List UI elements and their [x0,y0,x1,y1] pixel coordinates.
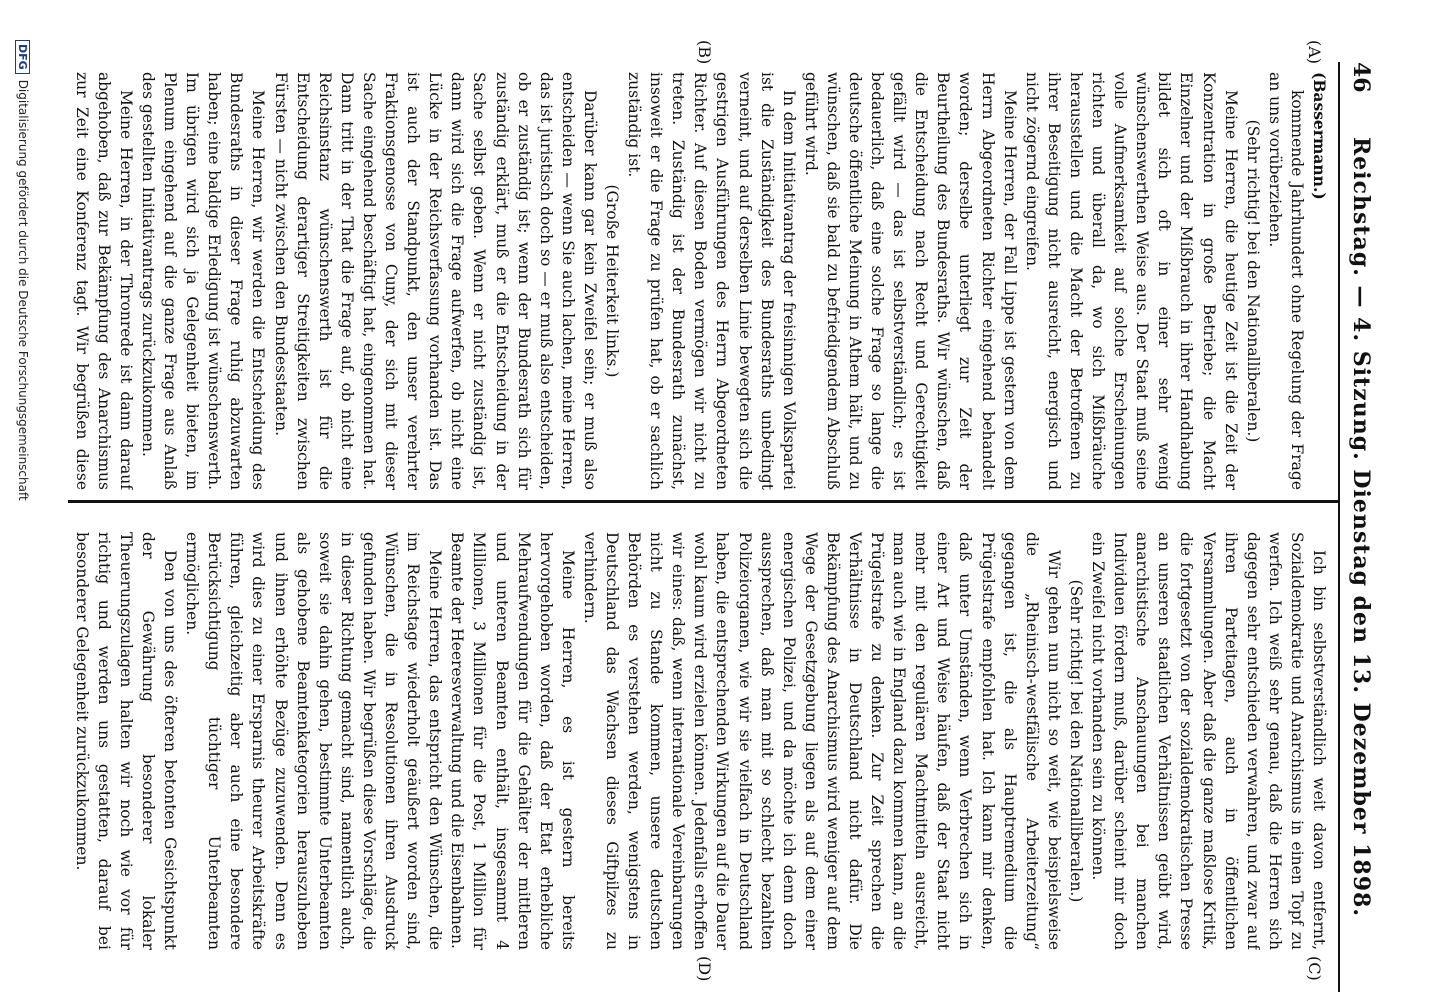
page-title: Reichstag. — 4. Sitzung. Dienstag den 13. Dezember 1898. [1348,136,1374,917]
paragraph: Wir gehen nun nicht so weit, wie beispielsweise die „Rheinisch-westfälische Arbeiterzeitung“ gegangen ist, die als Hauptremedium die Prügelstrafe empfohlen hat. Ich kann mir denken, daß unter Umständen, wenn Verbrechen sich in einer Art und Weise häufen, daß der Staat nicht mehr mit den regulären Machtmitteln ausreicht, man auch wie in England dazu kommen kann, an die Prügelstrafe zu denken. Zur Zeit sprechen die Verhältnisse in Deutschland nicht dafür. Die Bekämpfung des Anarchismus wird weniger auf dem Wege der Gesetzgebung liegen als auf dem einer energischen Polizei, und da möchte ich denn doch aussprechen, daß man mit so schlecht bezahlten Polizeiorganen, wie wir sie vielfach in Deutschland haben, die entsprechenden Wirkungen auf die Dauer wohl kaum wird erzielen können. Jedenfalls erhoffen wir eines: daß, wenn internationale Vereinbarungen nicht zu Stande kommen, unsere deutschen Behörden es verstehen werden, wenigstens in Deutschland das Wachsen dieses Giftpilzes zu verhindern. [580,532,1063,950]
paragraph: In dem Initiativantrag der freisinnigen Volkspartei ist die Zuständigkeit des Bundesraths unbedingt verneint, und auf derselben Linie bewegten sich die gestrigen Ausführungen des Herrn Abgeordneten Richter. Auf diesen Boden vermögen wir nicht zu treten. Zuständig ist der Bundesrath zunächst, insoweit er die Frage zu prüfen hat, ob er sachlich zuständig ist. [625,72,798,490]
interjection: (Sehr richtig! bei den Nationalliberalen.) [1066,579,1085,903]
right-column [70,532,1330,950]
margin-mark-b: (B) [695,40,714,65]
dfg-logo: DFG [15,40,30,74]
paragraph: Den von uns des öfteren betonten Gesichtspunkt der Gewährung besonderer lokaler Theuerungszulagen halten wir noch wie vor für richtig und werden uns gestatten, darauf bei besonderer Gelegenheit zurückzukommen. [72,532,180,950]
column-divider [68,500,1338,503]
speaker-name: (Bassermann.) [1310,72,1329,200]
paragraph: Meine Herren, das entspricht den Wünschen, die im Reichstage wiederholt geäußert worden sind, Wünschen, die in Resolutionen ihren Ausdruck gefunden haben. Wir begrüßen diese Vorschläge, die in dieser Richtung gemacht sind, namentlich auch, soweit sie dahin gehen, bestimmte Unterbeamten als gehobene Beamtenkategorien herauszuheben und ihnen erhöhte Bezüge zuzuwenden. Denn es wird dies zu einer Ersparnis theurer Arbeitskräfte führen, gleichzeitig aber auch eine besondere Berücksichtigung tüchtiger Unterbeamten ermöglichen. [183,532,445,950]
paragraph: kommende Jahrhundert ohne Regelung der Frage an uns vorüberziehen. [1265,72,1306,490]
interjection: (Große Heiterkeit links.) [603,184,621,378]
page-number: 46 [1348,62,1374,93]
margin-mark-a: (A) [1305,40,1324,65]
left-column [70,72,1330,490]
header-rule [1338,62,1340,992]
paragraph: Meine Herren, wir werden die Entscheidung des Bundesraths in dieser Frage ruhig abzuwarten haben; eine baldige Erledigung ist wünschenswerth. Im übrigen wird sich ja Gelegenheit bieten, im Plenum eingehend auf die ganze Frage aus Anlaß des gestellten Initiativantrags zurückzukommen. [139,72,268,490]
paragraph [70,532,71,950]
paragraph: Ich bin selbstverständlich weit davon entfernt, Sozialdemokratie und Anarchismus in einen Topf zu werfen. Ich weiß sehr genau, daß die Herren sich dagegen sehr entschieden verwahren, und zwar auf ihren Parteitagen, auch in öffentlichen Versammlungen. Aber daß die ganze maßlose Kritik, die fortgesetzt von der sozialdemokratischen Presse an unseren staatlichen Verhältnissen geübt wird, anarchistische Anschauungen bei manchen Individuen fördern muß, darüber scheint mir doch ein Zweifel nicht vorhanden sein zu können. [1089,532,1328,950]
interjection: (Sehr richtig! bei den Nationalliberalen.) [1243,119,1262,443]
footer-credit [15,40,30,970]
paragraph: Meine Herren, in der Thronrede ist dann darauf abgehoben, daß zur Bekämpfung des Anarchismus zur Zeit eine Konferenz tagt. Wir begrüßen diese [72,72,135,490]
paragraph: Meine Herren, die heutige Zeit ist die Zeit der Konzentration in große Betriebe; die Macht Einzelner und der Mißbrauch in ihrer Handhabung bildet sich oft in einer sehr wenig wünschenswerthen Weise aus. Der Staat muß seine volle Aufmerksamkeit auf solche Erscheinungen richten und überall da, wo sich Mißbräuche herausstellen und die Macht der Betroffenen zu ihrer Beseitigung nicht ausreicht, energisch und nicht zögernd eingreifen. [1022,72,1240,490]
page-header [1346,62,1374,992]
funding-note: Digitalisierung gefördert durch die Deutsche Forschungsgemeinschaft [16,79,30,501]
margin-mark-c: (C) [1305,956,1324,981]
paragraph: Darüber kann gar kein Zweifel sein; er muß also entscheiden — wenn Sie auch lachen, meine Herren, das ist juristisch doch so — er muß also entscheiden, ob er zuständig ist; wenn der Bundesrath sich für zuständig erklärt, muß er die Entscheidung in der Sache selbst geben. Wenn er nicht zuständig ist, dann wird sich die Frage aufwerfen, ob nicht eine Lücke in der Reichsverfassung vorhanden ist. Das ist auch der Standpunkt, den unser verehrter Fraktionsgenosse von Cuny, der sich mit dieser Sache eingehend beschäftigt hat, eingenommen hat. Dann tritt in der That die Frage auf, ob nicht eine Reichsinstanz wünschenswerth ist für die Entscheidung derartiger Streitigkeiten zwischen Fürsten — nicht zwischen den Bundesstaaten. [271,72,599,490]
paragraph: Meine Herren, der Fall Lippe ist gestern von dem Herrn Abgeordneten Richter eingehend behandelt worden; derselbe unterliegt zur Zeit der Beurtheilung des Bundesraths. Wir wünschen, daß die Entscheidung nach Recht und Gerechtigkeit gefällt wird — das ist selbstverständlich; es ist bedauerlich, daß eine solche Frage so lange die deutsche öffentliche Meinung in Athem hält, und zu wünschen, daß sie bald zu befriedigendem Abschluß geführt wird. [801,72,1019,490]
paragraph: Meine Herren, es ist gestern bereits hervorgehoben worden, daß der Etat erhebliche Mehraufwendungen für die Gehälter der mittleren und unteren Beamten enthält, insgesammt 4 Millionen, 3 Millionen für die Post, 1 Million für Beamte der Heeresverwaltung und die Eisenbahnen. [448,532,577,950]
margin-mark-d: (D) [695,956,714,982]
